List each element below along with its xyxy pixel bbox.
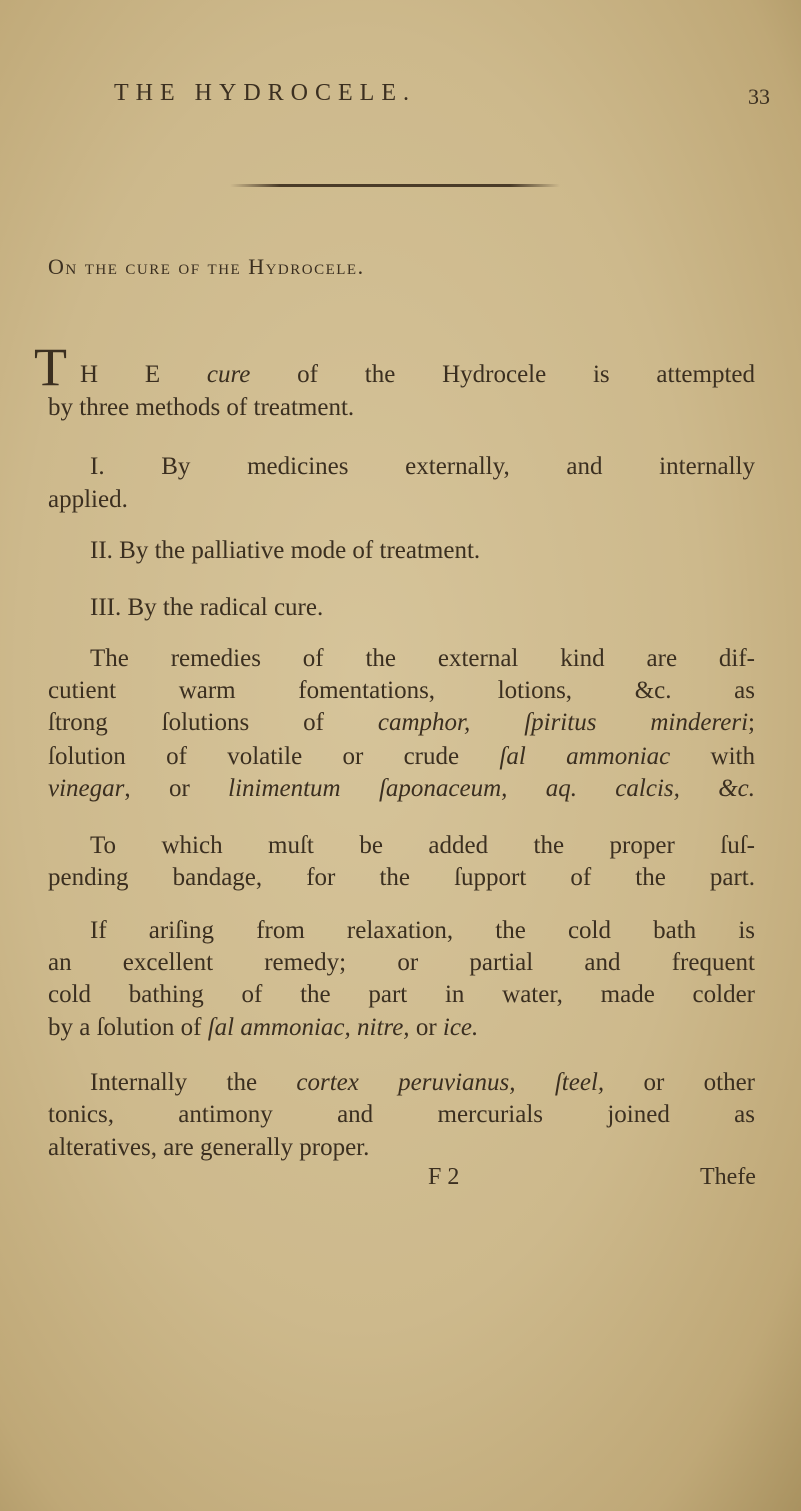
text-segment: alteratives, are generally proper. [48,1134,370,1161]
text-line [48,774,755,804]
text-line [48,1100,755,1130]
text-line [48,1013,755,1043]
text-line [90,536,755,566]
text-line [90,916,755,946]
running-head: THE HYDROCELE. [114,80,416,106]
text-segment: , or [124,775,229,802]
italic-text: cure [206,361,251,388]
text-line [48,863,755,893]
text-segment: or [409,1014,443,1041]
italic-text: ice. [442,1014,479,1041]
catchword: Thefe [700,1164,756,1190]
text-segment: ſolution of volatile or crude [48,743,500,770]
text-line [90,593,755,623]
text-line [90,452,755,482]
text-line [90,1068,755,1098]
italic-text: ſal ammoniac [499,743,671,770]
drop-cap: T [34,337,67,397]
italic-text: camphor, ſpiritus mindereri [377,709,749,736]
signature-mark: F 2 [428,1164,460,1190]
ornamental-rule [230,184,560,187]
text-segment: or other [604,1069,755,1096]
text-line [48,485,755,515]
text-segment: applied. [48,486,128,513]
text-segment: by three methods of treatment. [48,394,355,421]
chapter-heading: On the cure of the Hydrocele. [48,254,365,279]
text-line [48,980,755,1010]
text-segment: with [670,743,755,770]
text-line [80,360,755,390]
text-segment: cold bathing of the part in water, made colder [48,981,755,1008]
text-segment: by a ſolution of [48,1014,208,1041]
italic-text: ſal ammoniac, nitre, [207,1014,410,1041]
text-segment: II. By the palliative mode of treatment. [90,537,481,564]
text-line [48,393,755,423]
italic-text: linimentum ſaponaceum, aq. calcis, &c. [228,775,755,802]
text-line [48,948,755,978]
text-line [48,676,755,706]
text-segment: The remedies of the external kind are dif- [90,645,755,672]
text-segment: an excellent remedy; or partial and frequent [48,949,755,976]
text-line [90,831,755,861]
text-segment: I. By medicines externally, and internally [90,453,755,480]
text-segment: III. By the radical cure. [90,594,324,621]
text-segment: of the Hydrocele is attempted [250,361,756,388]
text-segment: cutient warm fomentations, lotions, &c. as [48,677,755,704]
text-segment: H E [80,361,207,388]
page-number: 33 [748,84,770,109]
text-line [90,644,755,674]
text-segment: ; [748,709,755,736]
text-line [48,1133,755,1163]
text-segment: ſtrong ſolutions of [48,709,378,736]
text-segment: pending bandage, for the ſupport of the part. [48,864,755,891]
text-line [48,708,755,738]
text-segment: Internally the [90,1069,297,1096]
italic-text: vinegar [48,775,125,802]
text-segment: If ariſing from relaxation, the cold bath is [90,917,755,944]
text-segment: To which muſt be added the proper ſuſ- [90,832,755,859]
text-segment: tonics, antimony and mercurials joined as [48,1101,755,1128]
italic-text: cortex peruvianus, ſteel, [296,1069,605,1096]
text-line [48,742,755,772]
